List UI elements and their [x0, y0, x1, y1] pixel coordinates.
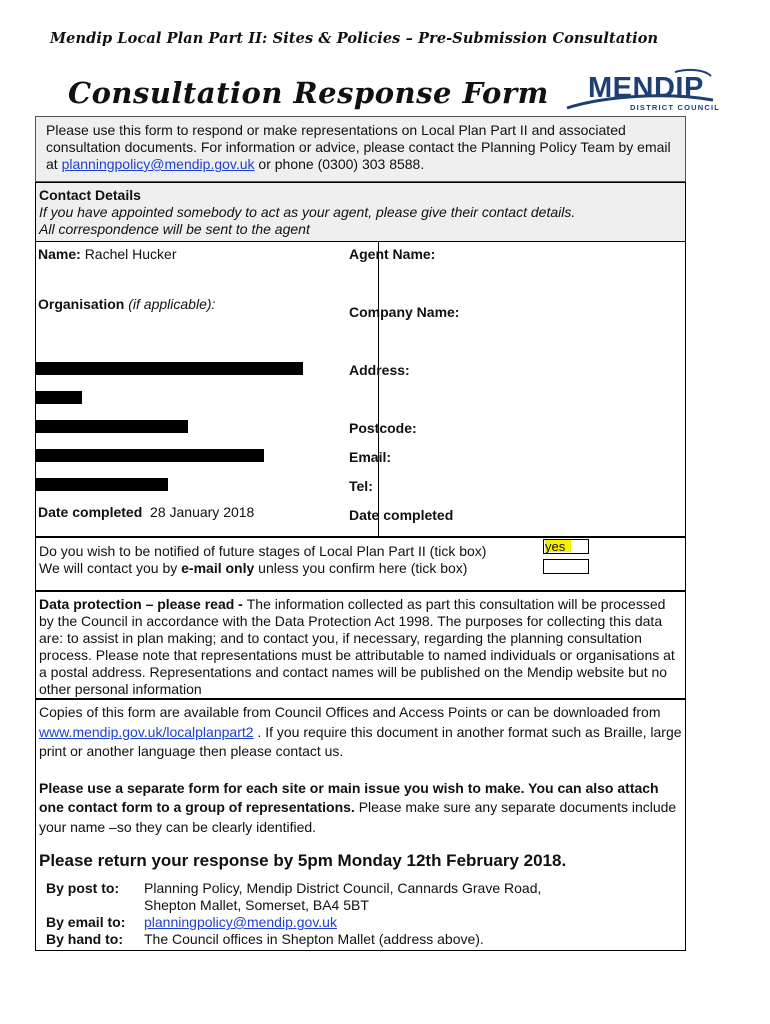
- email-only-bold: e-mail only: [181, 560, 255, 576]
- organisation-field[interactable]: [38, 296, 215, 312]
- organisation-note: (if applicable):: [128, 296, 216, 312]
- notify-yes-value: yes: [545, 540, 571, 552]
- grid-divider: [378, 242, 379, 538]
- copies-text-after: . If you require this document in another format such as Braille, large print or another language then please contact us.: [39, 723, 682, 759]
- separate-form-bold: Please use a separate form for each site or main issue you wish to make. You can also attach one contact form to a group of representations.: [39, 779, 659, 815]
- email-only-text: We will contact you by: [39, 560, 182, 576]
- address-field[interactable]: Address:: [349, 362, 410, 378]
- by-hand-label: By hand to:: [46, 931, 123, 947]
- separate-form-paragraph: [39, 779, 682, 838]
- by-post-label: By post to:: [46, 880, 120, 896]
- tel-field[interactable]: Tel:: [349, 478, 373, 494]
- copies-paragraph: [39, 703, 682, 762]
- date-completed-value: 28 January 2018: [150, 504, 255, 520]
- logo-subtext: DISTRICT COUNCIL: [630, 103, 721, 112]
- localplan-link[interactable]: www.mendip.gov.uk/localplanpart2: [39, 723, 254, 740]
- intro-text-after: or phone (0300) 303 8588.: [254, 156, 425, 172]
- separate-form-text: Please make sure any separate documents include your name –so they can be clearly identified.: [39, 799, 677, 835]
- redacted-address-line-4: [36, 449, 264, 462]
- contact-note-correspondence: All correspondence will be sent to the agent: [39, 221, 310, 237]
- logo-wordmark: MENDIP: [588, 72, 704, 104]
- email-only-after: unless you confirm here (tick box): [254, 560, 468, 576]
- return-deadline: Please return your response by 5pm Monday 12th February 2018.: [39, 851, 567, 870]
- name-value: Rachel Hucker: [84, 246, 177, 262]
- intro-email-link[interactable]: planningpolicy@mendip.gov.uk: [61, 156, 255, 172]
- notify-question: Do you wish to be notified of future stages of Local Plan Part II (tick box): [39, 543, 487, 559]
- intro-text: Please use this form to respond or make representations on Local Plan Part II and associated consultation documents. For information or advice, please contact the Planning Policy Team by email at: [46, 122, 671, 172]
- company-name-field[interactable]: Company Name:: [349, 304, 460, 320]
- contact-details-header: [35, 182, 686, 242]
- agent-name-field[interactable]: Agent Name:: [349, 246, 436, 262]
- agent-date-completed-field[interactable]: Date completed: [349, 507, 454, 523]
- data-protection-section: [35, 591, 686, 699]
- data-protection-heading: Data protection – please read -: [39, 596, 247, 612]
- contact-grid: [35, 241, 686, 537]
- date-completed-field[interactable]: [38, 504, 254, 520]
- redacted-address-line-2: [36, 391, 82, 404]
- redacted-address-line-3: [36, 420, 188, 433]
- contact-heading: Contact Details: [39, 187, 141, 203]
- intro-box: [35, 116, 686, 182]
- post-address-line-1: Planning Policy, Mendip District Council, Cannards Grave Road,: [144, 880, 542, 896]
- redacted-address-line-5: [36, 478, 168, 491]
- name-label: Name:: [38, 246, 81, 262]
- agent-email-field[interactable]: Email:: [349, 449, 392, 465]
- by-hand-value: The Council offices in Shepton Mallet (address above).: [144, 931, 484, 947]
- form-title: Consultation Response Form: [68, 76, 549, 110]
- redacted-address-line-1: [36, 362, 303, 375]
- contact-note-agent: If you have appointed somebody to act as your agent, please give their contact details.: [39, 204, 576, 220]
- email-only-checkbox[interactable]: [543, 559, 589, 574]
- post-address-line-2: Shepton Mallet, Somerset, BA4 5BT: [144, 897, 369, 913]
- copies-text: Copies of this form are available from Council Offices and Access Points or can be downloaded from: [39, 704, 661, 720]
- date-completed-label: Date completed: [38, 504, 143, 520]
- organisation-label: Organisation: [38, 296, 125, 312]
- document-subtitle: Mendip Local Plan Part II: Sites & Policies – Pre-Submission Consultation: [50, 30, 659, 47]
- name-field[interactable]: [38, 246, 177, 262]
- postcode-field[interactable]: Postcode:: [349, 420, 417, 436]
- return-email-link[interactable]: planningpolicy@mendip.gov.uk: [144, 914, 337, 930]
- by-email-label: By email to:: [46, 914, 126, 930]
- data-protection-text: The information collected as part this consultation will be processed by the Council in accordance with the Data Protection Act 1998. The purposes for collecting this data are: to assist in plan making; and to contact you, if necessary, regarding the planning consultation process. Please note that representations must be attributable to named individuals or organisations at a postal address. Representations and contact names will be published on the Mendip website but no other personal information: [39, 596, 675, 697]
